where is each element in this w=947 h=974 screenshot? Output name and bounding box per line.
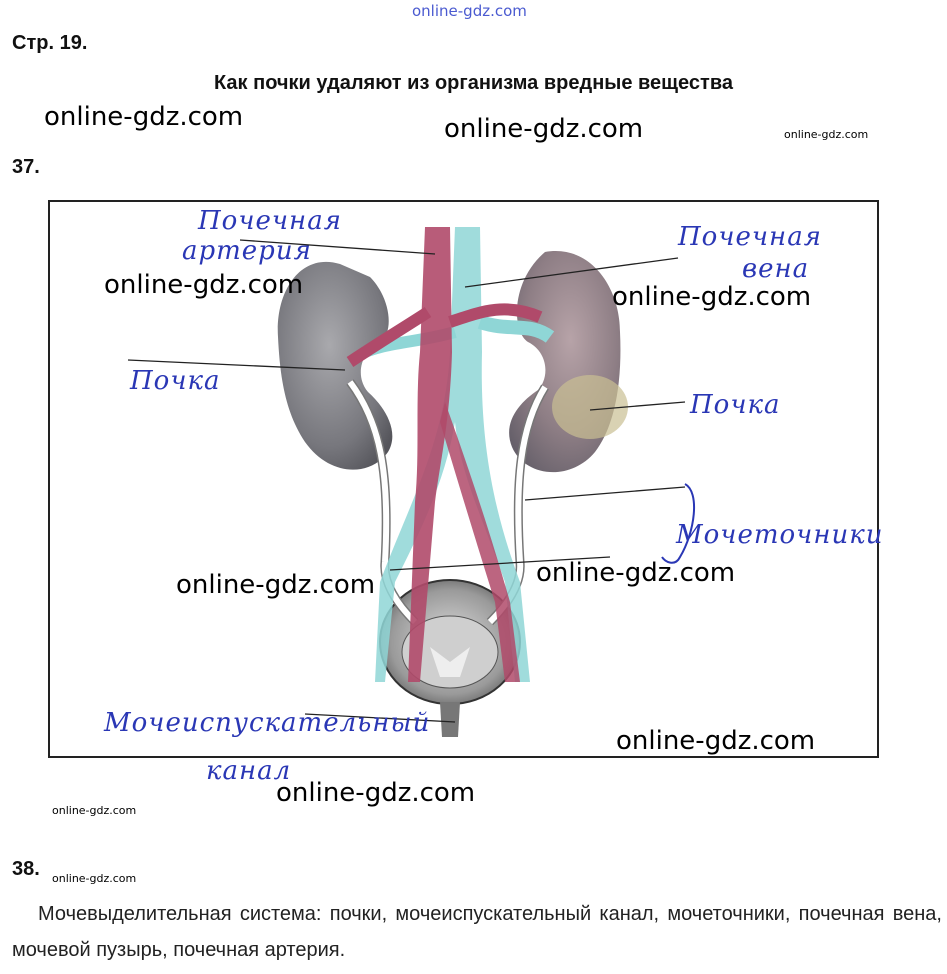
watermark: online-gdz.com	[176, 570, 376, 600]
label-urethra-line1: Мочеиспускательный	[104, 708, 431, 738]
watermark: online-gdz.com	[52, 872, 137, 885]
page-title: Как почки удаляют из организма вредные вещества	[213, 72, 733, 94]
watermark: online-gdz.com	[44, 102, 244, 132]
task-number-37: 37.	[12, 156, 40, 178]
watermark: online-gdz.com	[616, 726, 816, 756]
watermark: online-gdz.com	[784, 128, 869, 141]
label-ureters: Мочеточники	[676, 520, 884, 550]
watermark-top: online-gdz.com	[412, 2, 527, 20]
label-renal-artery-line1: Почечная	[198, 206, 342, 236]
task-number-38: 38.	[12, 858, 40, 880]
label-left-kidney: Почка	[130, 366, 221, 396]
page-label: Стр. 19.	[12, 32, 88, 54]
watermark: online-gdz.com	[612, 282, 812, 312]
answer-text: Мочевыделительная система: почки, мочеиспускательный канал, мочеточники, почечная вена, мочевой пузырь, почечная артерия.	[12, 903, 942, 961]
label-renal-vein-line2: вена	[742, 254, 810, 284]
watermark: online-gdz.com	[104, 270, 304, 300]
watermark: online-gdz.com	[444, 114, 644, 144]
watermark: online-gdz.com	[276, 778, 476, 808]
watermark: online-gdz.com	[52, 804, 137, 817]
watermark: online-gdz.com	[536, 558, 736, 588]
label-urethra-line2: канал	[206, 756, 292, 786]
label-renal-vein-line1: Почечная	[678, 222, 822, 252]
label-right-kidney: Почка	[690, 390, 781, 420]
label-renal-artery-line2: артерия	[182, 236, 312, 266]
